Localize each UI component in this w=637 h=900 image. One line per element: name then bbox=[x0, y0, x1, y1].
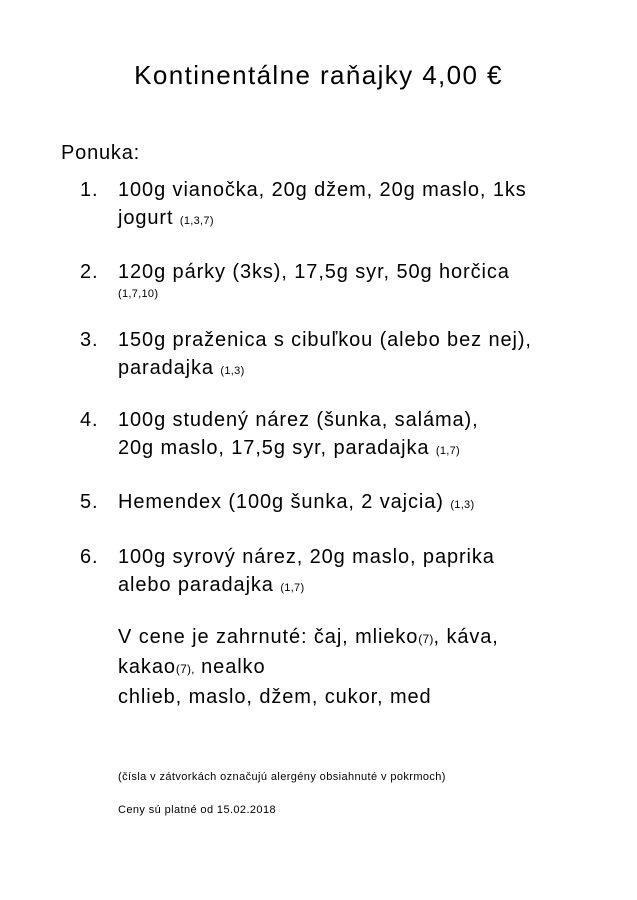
item-number: 3. bbox=[80, 329, 99, 351]
item-text: jogurt bbox=[118, 207, 174, 229]
item-allergens: (1,3,7) bbox=[179, 215, 214, 227]
included-text: nealko bbox=[194, 656, 266, 678]
item-number: 4. bbox=[80, 409, 99, 431]
included-allergen: (7) bbox=[418, 632, 434, 646]
item-text: alebo paradajka bbox=[118, 574, 274, 596]
item-number: 5. bbox=[80, 491, 99, 513]
item-text: 100g syrový nárez, 20g maslo, paprika bbox=[118, 546, 495, 568]
item-allergens: (1,3) bbox=[220, 365, 245, 377]
item-allergens: (1,7) bbox=[280, 582, 305, 594]
item-text: 150g praženica s cibuľkou (alebo bez nej), bbox=[118, 329, 532, 351]
item-allergens: (1,3) bbox=[450, 499, 475, 511]
item-number: 6. bbox=[80, 546, 99, 568]
item-number: 1. bbox=[80, 179, 99, 201]
included-allergen: (7), bbox=[175, 662, 195, 676]
item-text: 120g párky (3ks), 17,5g syr, 50g horčica bbox=[118, 261, 510, 283]
included-text: chlieb, maslo, džem, cukor, med bbox=[118, 686, 432, 708]
item-text: 20g maslo, 17,5g syr, paradajka bbox=[118, 437, 430, 459]
allergen-note: (čísla v zátvorkách označujú alergény obsiahnuté v pokrmoch) bbox=[118, 771, 446, 783]
included-text: , káva, bbox=[433, 626, 499, 648]
item-text: paradajka bbox=[118, 357, 214, 379]
included-text: kakao bbox=[118, 656, 176, 678]
menu-label: Ponuka: bbox=[61, 142, 140, 164]
item-text: 100g studený nárez (šunka, saláma), bbox=[118, 409, 479, 431]
item-text: Hemendex (100g šunka, 2 vajcia) bbox=[118, 491, 444, 513]
item-allergens: (1,7) bbox=[435, 445, 460, 457]
item-number: 2. bbox=[80, 261, 99, 283]
page-title: Kontinentálne raňajky 4,00 € bbox=[134, 60, 503, 90]
item-text: 100g vianočka, 20g džem, 20g maslo, 1ks bbox=[118, 179, 527, 201]
validity-note: Ceny sú platné od 15.02.2018 bbox=[118, 804, 276, 816]
item-allergens: (1,7,10) bbox=[118, 288, 159, 300]
included-text: V cene je zahrnuté: čaj, mlieko bbox=[118, 626, 419, 648]
included-section bbox=[118, 623, 598, 711]
